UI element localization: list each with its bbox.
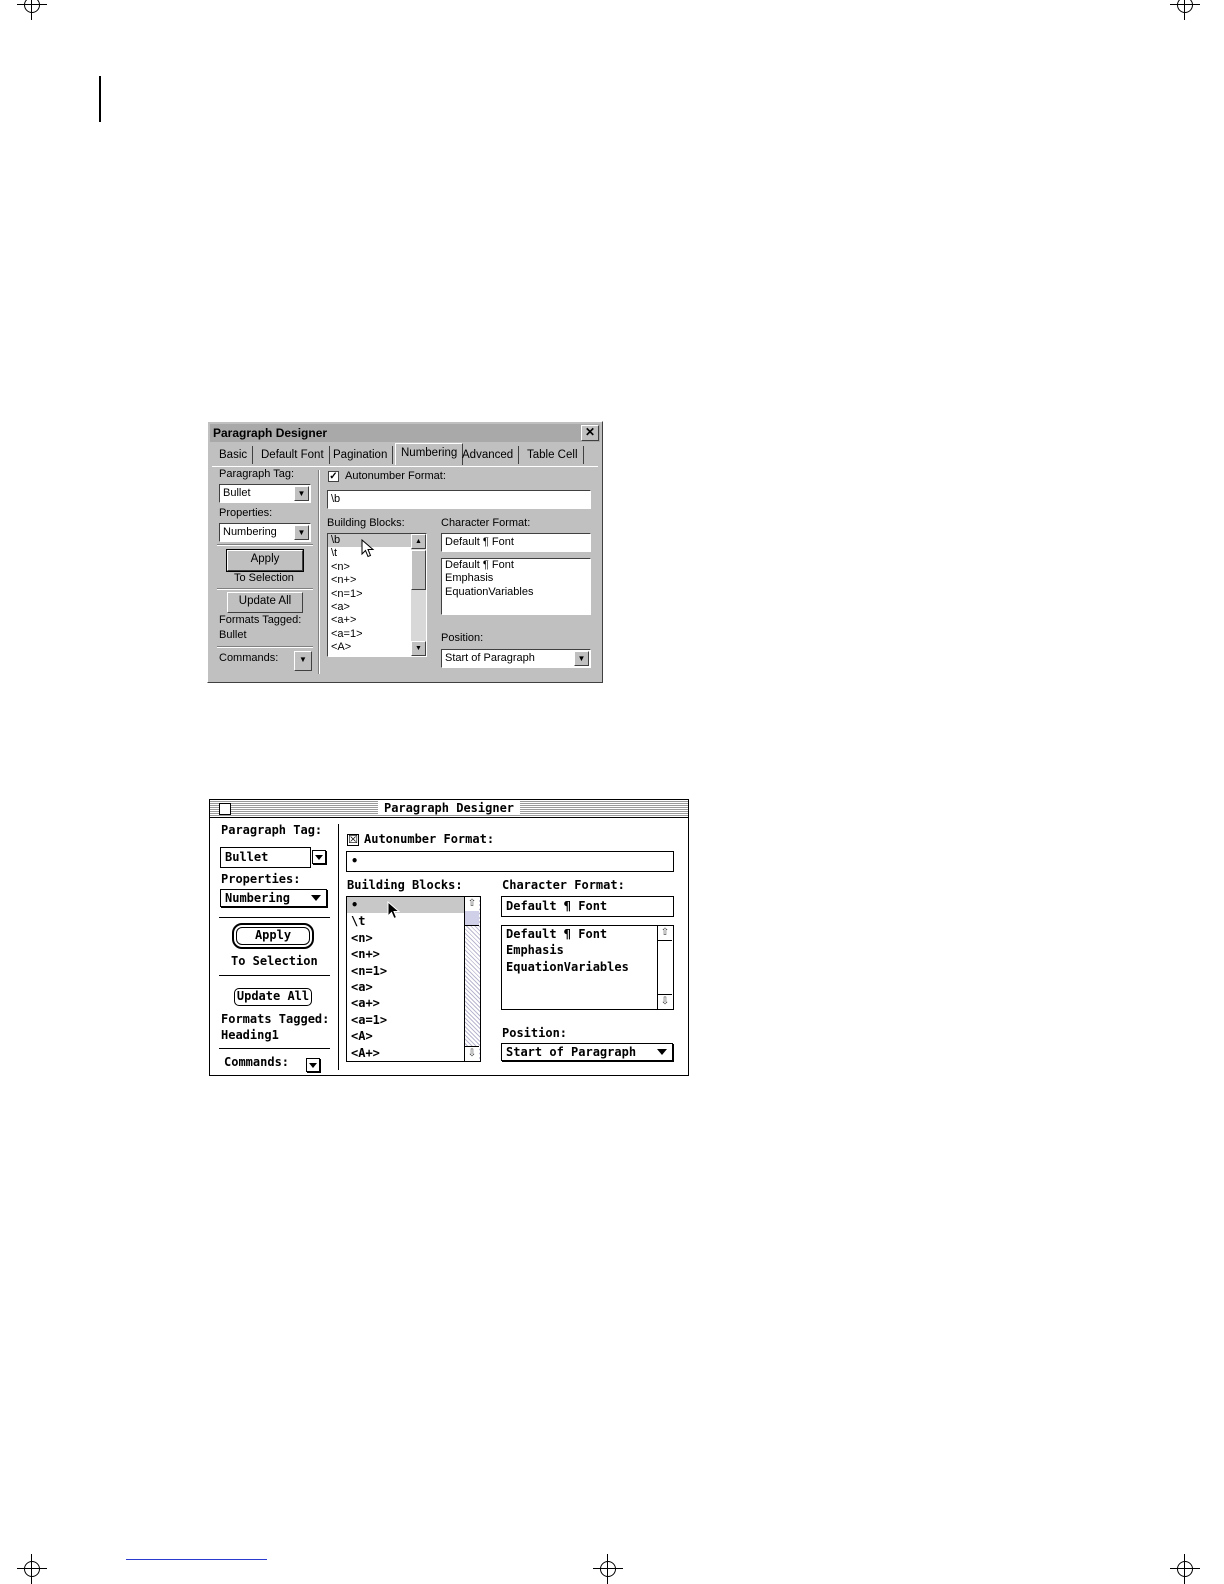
list-item[interactable]: EquationVariables xyxy=(506,959,629,974)
scroll-down-arrow-icon[interactable]: ▼ xyxy=(411,641,426,656)
dialog-title: Paragraph Designer xyxy=(213,426,328,440)
list-item[interactable]: <a=1> xyxy=(351,1012,388,1027)
properties-popup[interactable] xyxy=(220,889,327,907)
commands-menu-button[interactable]: ▼ xyxy=(294,651,312,671)
properties-label: Properties: xyxy=(219,507,273,519)
chevron-down-icon xyxy=(309,1063,317,1068)
commands-label: Commands: xyxy=(224,1055,290,1069)
character-format-label: Character Format: xyxy=(441,517,531,529)
tab-panel-edge xyxy=(212,466,598,467)
scroll-up-arrow-icon[interactable]: ▲ xyxy=(411,534,426,549)
list-item[interactable]: <a=1> xyxy=(331,627,363,640)
list-item[interactable]: \t xyxy=(331,547,338,560)
formats-tagged-value: Bullet xyxy=(219,629,247,641)
column-divider xyxy=(338,824,339,1070)
paragraph-tag-menu-button[interactable] xyxy=(312,850,326,864)
formats-tagged-value: Heading1 xyxy=(221,1028,279,1042)
list-item[interactable]: • xyxy=(347,897,480,913)
character-format-label: Character Format: xyxy=(502,878,625,892)
formats-tagged-label: Formats Tagged: xyxy=(221,1012,330,1026)
character-format-input[interactable]: Default ¶ Font xyxy=(501,896,674,917)
list-item[interactable]: Default ¶ Font xyxy=(445,559,514,571)
building-blocks-list[interactable] xyxy=(327,533,427,657)
paragraph-tag-label: Paragraph Tag: xyxy=(219,468,295,480)
registration-mark-top-right xyxy=(1170,0,1200,20)
vertical-scrollbar[interactable] xyxy=(464,897,480,1061)
list-item[interactable]: \t xyxy=(351,914,366,929)
divider xyxy=(219,975,330,976)
position-combobox[interactable] xyxy=(441,649,591,668)
properties-value: Numbering xyxy=(223,526,277,538)
list-item[interactable]: <n+> xyxy=(331,574,357,587)
tab-table-cell[interactable]: Table Cell xyxy=(522,446,584,464)
list-item[interactable]: Emphasis xyxy=(506,943,564,958)
list-item[interactable]: EquationVariables xyxy=(445,585,534,598)
autonumber-checkbox[interactable]: ✓ xyxy=(329,471,338,482)
registration-mark-bottom-center xyxy=(593,1554,623,1584)
paragraph-tag-value: Bullet xyxy=(223,487,251,499)
properties-label: Properties: xyxy=(221,872,301,886)
close-button[interactable]: ✕ xyxy=(581,425,599,441)
dropdown-arrow-icon[interactable]: ▼ xyxy=(574,651,589,666)
list-item[interactable]: <a+> xyxy=(351,996,380,1011)
vertical-scrollbar[interactable] xyxy=(657,926,673,1009)
scroll-thumb[interactable] xyxy=(465,911,479,926)
dialog-title: Paragraph Designer xyxy=(378,801,520,815)
margin-change-bar xyxy=(99,76,101,122)
close-box-icon[interactable] xyxy=(219,803,231,815)
column-divider xyxy=(318,470,320,674)
properties-combobox[interactable] xyxy=(219,523,311,542)
registration-mark-top-left xyxy=(17,0,47,20)
paragraph-tag-combobox[interactable] xyxy=(219,484,311,503)
divider xyxy=(217,588,313,590)
paragraph-tag-label: Paragraph Tag: xyxy=(221,823,323,837)
character-format-list[interactable] xyxy=(501,925,674,1010)
autonumber-format-input[interactable]: • xyxy=(346,851,674,872)
list-item[interactable]: \b xyxy=(328,534,426,547)
tab-advanced[interactable]: Advanced xyxy=(457,446,519,464)
to-selection-label: To Selection xyxy=(234,572,294,584)
registration-mark-bottom-left xyxy=(17,1554,47,1584)
scroll-down-arrow-icon[interactable]: ⇩ xyxy=(658,994,672,1009)
to-selection-label: To Selection xyxy=(231,954,318,968)
position-value: Start of Paragraph xyxy=(445,652,535,664)
apply-button[interactable]: Apply xyxy=(227,550,303,571)
scroll-thumb[interactable] xyxy=(411,550,426,590)
list-item[interactable]: Emphasis xyxy=(445,572,494,585)
mouse-pointer-icon xyxy=(361,539,375,559)
dropdown-arrow-icon[interactable]: ▼ xyxy=(294,525,309,540)
scroll-up-arrow-icon[interactable]: ⇧ xyxy=(658,926,672,941)
title-bar[interactable] xyxy=(210,800,688,818)
tab-basic[interactable]: Basic xyxy=(214,446,253,464)
character-format-input[interactable]: Default ¶ Font xyxy=(441,533,591,552)
position-label: Position: xyxy=(441,632,484,644)
list-item[interactable]: <a> xyxy=(351,979,373,994)
divider xyxy=(219,917,330,918)
autonumber-format-label: Autonumber Format: xyxy=(345,470,446,482)
scroll-up-arrow-icon[interactable]: ⇧ xyxy=(465,897,479,912)
list-item[interactable]: <a+> xyxy=(331,614,357,627)
update-all-button[interactable]: Update All xyxy=(227,592,303,613)
list-item[interactable]: <n=1> xyxy=(351,963,388,978)
autonumber-format-input[interactable]: \b xyxy=(327,490,591,509)
formats-tagged-label: Formats Tagged: xyxy=(219,614,302,626)
divider xyxy=(217,544,313,546)
update-all-button[interactable]: Update All xyxy=(234,988,312,1006)
chevron-down-icon xyxy=(657,1049,667,1055)
list-item[interactable]: <n=1> xyxy=(331,587,363,600)
mouse-pointer-icon xyxy=(387,901,401,921)
mac-paragraph-designer-dialog xyxy=(209,799,689,1076)
tab-numbering[interactable]: Numbering xyxy=(395,443,463,465)
list-item[interactable]: <A> xyxy=(351,1029,373,1044)
dropdown-arrow-icon[interactable]: ▼ xyxy=(294,486,309,501)
list-item[interactable]: <A+> xyxy=(351,1045,380,1060)
autonumber-format-label: Autonumber Format: xyxy=(364,832,495,846)
position-label: Position: xyxy=(502,1026,568,1040)
paragraph-tag-input[interactable]: Bullet xyxy=(220,847,311,868)
character-format-list[interactable] xyxy=(441,558,591,615)
commands-menu-button[interactable] xyxy=(306,1058,320,1072)
building-blocks-label: Building Blocks: xyxy=(327,517,405,529)
building-blocks-label: Building Blocks: xyxy=(347,878,463,892)
chevron-down-icon xyxy=(315,855,323,860)
footer-rule xyxy=(126,1559,267,1560)
title-bar[interactable] xyxy=(210,424,600,442)
tab-default-font[interactable]: Default Font xyxy=(256,446,330,464)
list-item[interactable]: <a> xyxy=(331,600,350,613)
list-item[interactable]: <n+> xyxy=(351,947,380,962)
position-popup[interactable] xyxy=(501,1043,673,1061)
list-item[interactable]: Default ¶ Font xyxy=(506,927,608,941)
commands-label: Commands: xyxy=(219,652,279,664)
properties-value: Numbering xyxy=(225,891,291,905)
divider xyxy=(219,1048,330,1049)
autonumber-checkbox[interactable]: ☒ xyxy=(348,833,358,846)
apply-button[interactable]: Apply xyxy=(236,927,310,945)
list-item[interactable]: <A> xyxy=(331,641,352,654)
vertical-scrollbar[interactable] xyxy=(411,534,426,656)
building-blocks-list[interactable] xyxy=(346,896,481,1062)
scroll-down-arrow-icon[interactable]: ⇩ xyxy=(465,1046,479,1061)
windows-paragraph-designer-dialog xyxy=(207,421,603,683)
registration-mark-bottom-right xyxy=(1170,1554,1200,1584)
list-item[interactable]: <n> xyxy=(351,930,373,945)
divider xyxy=(217,646,313,648)
chevron-down-icon xyxy=(311,895,321,901)
position-value: Start of Paragraph xyxy=(506,1045,637,1059)
list-item[interactable]: <n> xyxy=(331,560,350,573)
tab-pagination[interactable]: Pagination xyxy=(328,446,393,464)
